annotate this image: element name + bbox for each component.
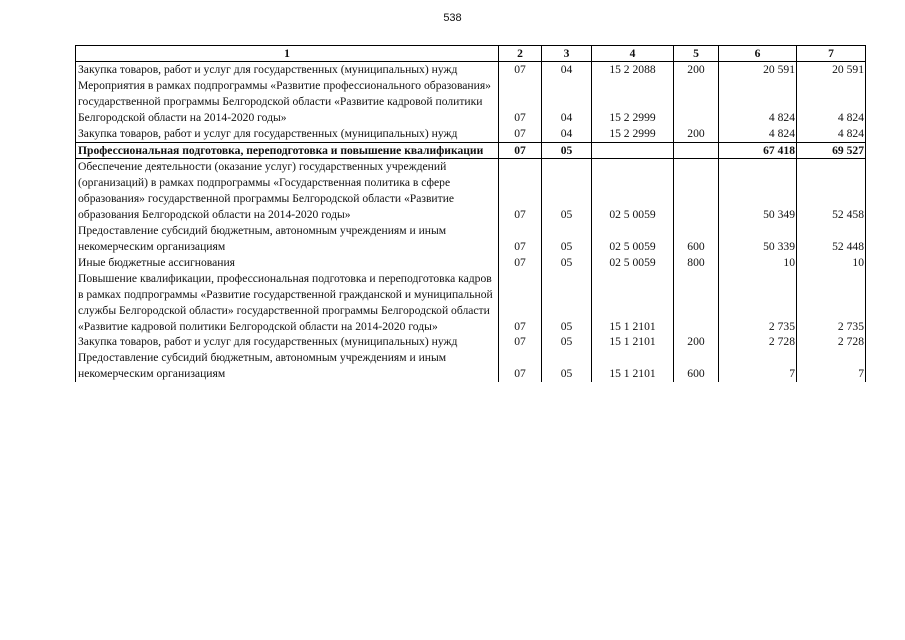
row-expense-type: 200 <box>674 62 719 78</box>
row-sum-year1: 2 735 <box>719 271 797 335</box>
row-sum-year1: 2 728 <box>719 334 797 350</box>
row-target-article: 15 1 2101 <box>592 334 674 350</box>
page-number: 538 <box>443 12 462 24</box>
row-sum-year1: 10 <box>719 255 797 271</box>
row-name: Закупка товаров, работ и услуг для государственных (муниципальных) нужд <box>76 62 499 78</box>
row-name: Повышение квалификации, профессиональная подготовка и переподготовка кадров в рамках подпрограммы «Развитие государственной гражданской и муниципальной службы Белгородской области» государственной программы Белгородской области «Развитие кадровой политики Белгородской области на 2014-2020 годы» <box>76 271 499 335</box>
row-target-article: 02 5 0059 <box>592 223 674 255</box>
row-sum-year1: 50 349 <box>719 159 797 223</box>
row-sum-year2: 4 824 <box>797 126 866 142</box>
row-name: Закупка товаров, работ и услуг для государственных (муниципальных) нужд <box>76 126 499 142</box>
row-subsection: 05 <box>542 271 592 335</box>
row-expense-type: 600 <box>674 350 719 382</box>
row-sum-year1: 7 <box>719 350 797 382</box>
row-sum-year2: 4 824 <box>797 78 866 126</box>
column-header-1: 1 <box>76 46 499 62</box>
table-row <box>76 159 866 223</box>
row-target-article: 02 5 0059 <box>592 159 674 223</box>
row-target-article <box>592 142 674 159</box>
row-subsection: 04 <box>542 126 592 142</box>
row-target-article: 15 1 2101 <box>592 271 674 335</box>
row-target-article: 15 2 2999 <box>592 78 674 126</box>
table-row <box>76 62 866 78</box>
row-subsection: 05 <box>542 350 592 382</box>
row-subsection: 05 <box>542 334 592 350</box>
row-expense-type: 600 <box>674 223 719 255</box>
row-expense-type <box>674 159 719 223</box>
column-header-5: 5 <box>674 46 719 62</box>
row-expense-type: 200 <box>674 334 719 350</box>
row-section: 07 <box>499 78 542 126</box>
row-section: 07 <box>499 142 542 159</box>
row-expense-type <box>674 271 719 335</box>
row-expense-type: 800 <box>674 255 719 271</box>
column-header-3: 3 <box>542 46 592 62</box>
row-subsection: 05 <box>542 223 592 255</box>
column-header-4: 4 <box>592 46 674 62</box>
row-sum-year1: 4 824 <box>719 78 797 126</box>
row-subsection: 04 <box>542 62 592 78</box>
row-section: 07 <box>499 62 542 78</box>
row-name: Обеспечение деятельности (оказание услуг) государственных учреждений (организаций) в рамках подпрограммы «Государственная политика в сфере образования» государственной программы Белгородской области «Развитие образования Белгородской области на 2014-2020 годы» <box>76 159 499 223</box>
row-sum-year1: 67 418 <box>719 142 797 159</box>
row-section: 07 <box>499 126 542 142</box>
row-expense-type <box>674 78 719 126</box>
row-subsection: 05 <box>542 255 592 271</box>
row-name: Профессиональная подготовка, переподготовка и повышение квалификации <box>76 142 499 159</box>
row-target-article: 15 2 2088 <box>592 62 674 78</box>
row-subsection: 05 <box>542 159 592 223</box>
row-sum-year2: 69 527 <box>797 142 866 159</box>
table-row <box>76 255 866 271</box>
row-target-article: 02 5 0059 <box>592 255 674 271</box>
row-sum-year2: 7 <box>797 350 866 382</box>
budget-table <box>75 45 866 382</box>
row-sum-year2: 20 591 <box>797 62 866 78</box>
row-section: 07 <box>499 334 542 350</box>
table-row-section-total <box>76 142 866 159</box>
column-header-7: 7 <box>797 46 866 62</box>
row-sum-year2: 52 448 <box>797 223 866 255</box>
row-section: 07 <box>499 159 542 223</box>
table-row <box>76 271 866 335</box>
row-name: Предоставление субсидий бюджетным, автономным учреждениям и иным некомерческим организациям <box>76 223 499 255</box>
row-sum-year2: 2 728 <box>797 334 866 350</box>
table-row <box>76 334 866 350</box>
row-sum-year1: 4 824 <box>719 126 797 142</box>
row-name: Предоставление субсидий бюджетным, автономным учреждениям и иным некомерческим организациям <box>76 350 499 382</box>
row-target-article: 15 1 2101 <box>592 350 674 382</box>
row-section: 07 <box>499 223 542 255</box>
row-section: 07 <box>499 271 542 335</box>
row-expense-type <box>674 142 719 159</box>
table-row <box>76 350 866 382</box>
row-name: Иные бюджетные ассигнования <box>76 255 499 271</box>
table-row <box>76 78 866 126</box>
row-section: 07 <box>499 255 542 271</box>
row-sum-year2: 52 458 <box>797 159 866 223</box>
row-sum-year2: 10 <box>797 255 866 271</box>
row-name: Мероприятия в рамках подпрограммы «Развитие профессионального образования» государственной программы Белгородской области «Развитие кадровой политики Белгородской области на 2014-2020 годы» <box>76 78 499 126</box>
row-subsection: 05 <box>542 142 592 159</box>
row-sum-year2: 2 735 <box>797 271 866 335</box>
row-name: Закупка товаров, работ и услуг для государственных (муниципальных) нужд <box>76 334 499 350</box>
table-header-row <box>76 46 866 62</box>
column-header-2: 2 <box>499 46 542 62</box>
column-header-6: 6 <box>719 46 797 62</box>
row-sum-year1: 20 591 <box>719 62 797 78</box>
table-row <box>76 126 866 142</box>
row-target-article: 15 2 2999 <box>592 126 674 142</box>
row-section: 07 <box>499 350 542 382</box>
row-subsection: 04 <box>542 78 592 126</box>
table-row <box>76 223 866 255</box>
row-sum-year1: 50 339 <box>719 223 797 255</box>
row-expense-type: 200 <box>674 126 719 142</box>
